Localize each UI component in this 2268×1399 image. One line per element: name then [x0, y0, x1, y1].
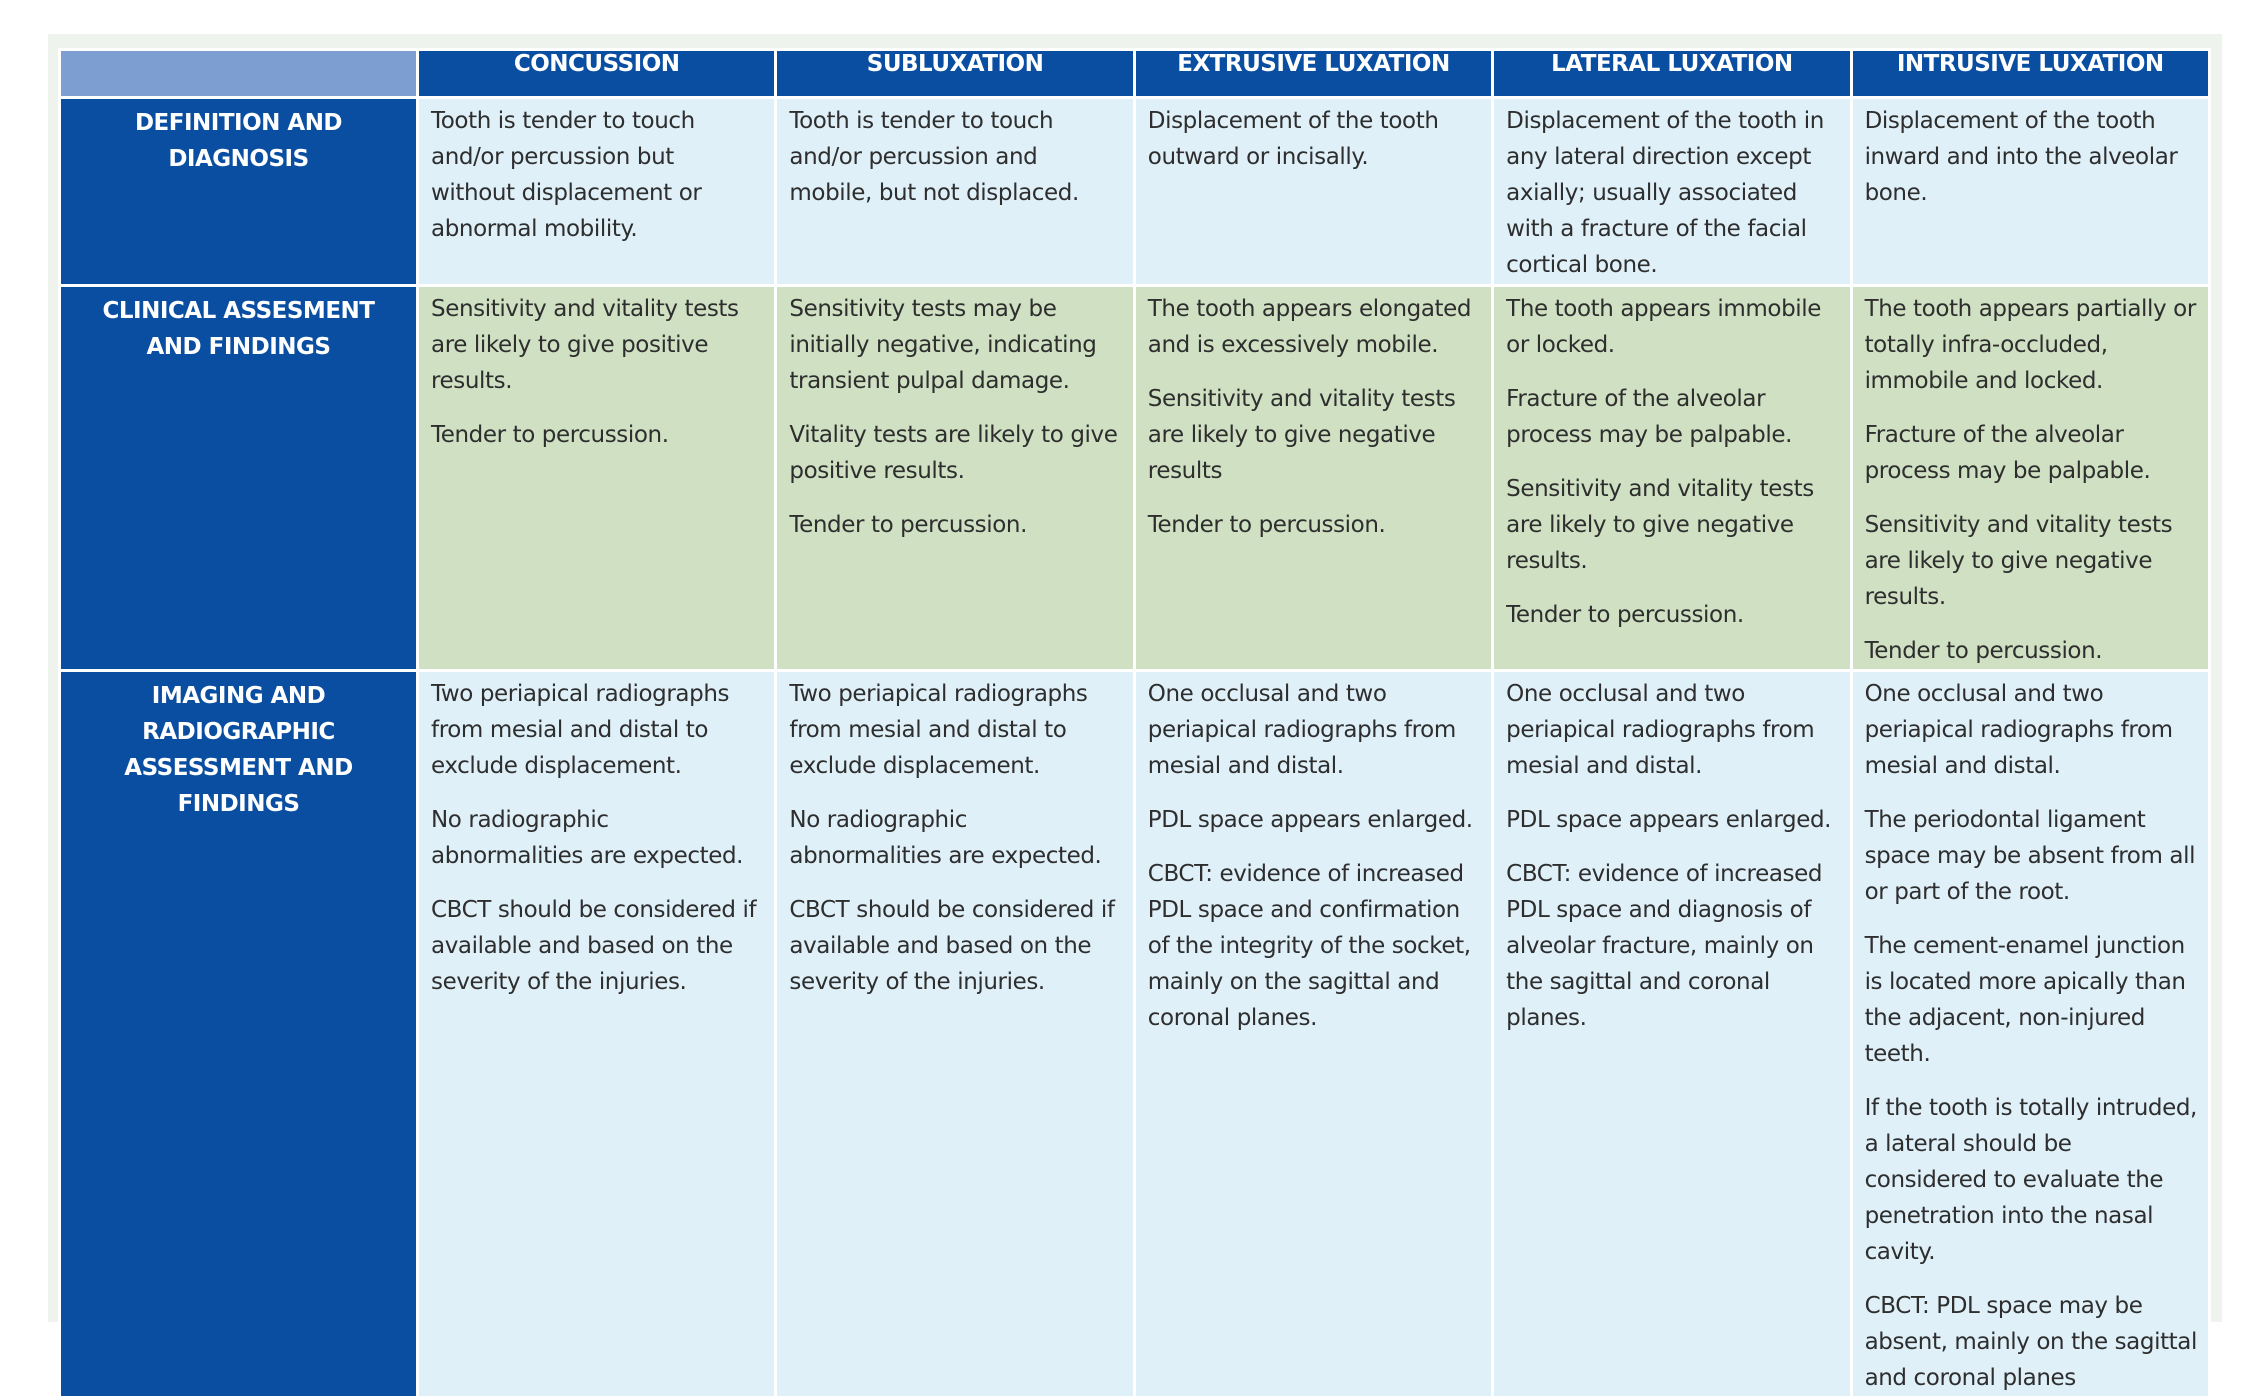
cell-text: Fracture of the alveolar process may be palpable.: [1864, 422, 2151, 484]
cell-text: Vitality tests are likely to give positive results.: [789, 422, 1118, 484]
column-header-intrusive-luxation: INTRUSIVE LUXATION: [1851, 50, 2209, 98]
cell-text: One occlusal and two periapical radiographs from mesial and distal.: [1864, 681, 2173, 779]
cell-text: Tooth is tender to touch and/or percussion and mobile, but not displaced.: [789, 108, 1079, 206]
cell-definition-lateral: [1493, 98, 1851, 286]
cell-definition-intrusive: [1851, 98, 2209, 286]
cell-text: Two periapical radiographs from mesial and distal to exclude displacement.: [431, 681, 730, 779]
cell-text: CBCT should be considered if available and based on the severity of the injuries.: [789, 897, 1115, 995]
cell-text: Displacement of the tooth inward and into the alveolar bone.: [1864, 108, 2178, 206]
column-header-concussion: CONCUSSION: [418, 50, 776, 98]
cell-definition-subluxation: [776, 98, 1134, 286]
cell-text: Sensitivity and vitality tests are likely to give positive results.: [431, 296, 739, 394]
cell-clinical-extrusive: [1134, 286, 1492, 671]
table-row-imaging: [60, 671, 2210, 1398]
cell-text: Two periapical radiographs from mesial and distal to exclude displacement.: [789, 681, 1088, 779]
cell-text: CBCT: PDL space may be absent, mainly on the sagittal and coronal planes: [1864, 1293, 2197, 1391]
cell-text: Tender to percussion.: [1147, 512, 1386, 538]
cell-text: Sensitivity tests may be initially negative, indicating transient pulpal damage.: [789, 296, 1097, 394]
cell-text: Displacement of the tooth outward or incisally.: [1147, 108, 1439, 170]
cell-imaging-lateral: [1493, 671, 1851, 1398]
corner-cell: [60, 50, 418, 98]
cell-text: The periodontal ligament space may be absent from all or part of the root.: [1864, 807, 2196, 905]
cell-clinical-lateral: [1493, 286, 1851, 671]
cell-clinical-concussion: [418, 286, 776, 671]
cell-text: One occlusal and two periapical radiographs from mesial and distal.: [1506, 681, 1815, 779]
cell-imaging-extrusive: [1134, 671, 1492, 1398]
row-header-imaging: IMAGING AND RADIOGRAPHIC ASSESSMENT AND FINDINGS: [60, 671, 418, 1398]
cell-text: Tender to percussion.: [789, 512, 1028, 538]
cell-text: Sensitivity and vitality tests are likely to give negative results.: [1506, 476, 1814, 574]
cell-definition-concussion: [418, 98, 776, 286]
cell-text: Tender to percussion.: [1864, 638, 2103, 664]
column-header-lateral-luxation: LATERAL LUXATION: [1493, 50, 1851, 98]
cell-text: The tooth appears partially or totally infra-occluded, immobile and locked.: [1864, 296, 2196, 394]
cell-text: One occlusal and two periapical radiographs from mesial and distal.: [1147, 681, 1456, 779]
cell-clinical-subluxation: [776, 286, 1134, 671]
cell-text: PDL space appears enlarged.: [1147, 807, 1473, 833]
cell-text: PDL space appears enlarged.: [1506, 807, 1832, 833]
cell-text: Displacement of the tooth in any lateral direction except axially; usually associated with a fracture of the facial cortical bone.: [1506, 108, 1824, 278]
cell-imaging-subluxation: [776, 671, 1134, 1398]
cell-text: Sensitivity and vitality tests are likely to give negative results.: [1864, 512, 2173, 610]
dental-trauma-table: [58, 48, 2211, 1399]
cell-text: CBCT: evidence of increased PDL space and diagnosis of alveolar fracture, mainly on the sagittal and coronal planes.: [1506, 861, 1823, 1031]
cell-definition-extrusive: [1134, 98, 1492, 286]
column-header-extrusive-luxation: EXTRUSIVE LUXATION: [1134, 50, 1492, 98]
cell-text: Tender to percussion.: [431, 422, 669, 448]
table-row-definition: [60, 98, 2210, 286]
cell-text: No radiographic abnormalities are expected.: [789, 807, 1102, 869]
cell-imaging-intrusive: [1851, 671, 2209, 1398]
column-header-subluxation: SUBLUXATION: [776, 50, 1134, 98]
cell-imaging-concussion: [418, 671, 776, 1398]
cell-text: The tooth appears immobile or locked.: [1506, 296, 1822, 358]
cell-text: The cement-enamel junction is located more apically than the adjacent, non-injured teeth.: [1864, 933, 2186, 1067]
cell-text: If the tooth is totally intruded, a lateral should be considered to evaluate the penetration into the nasal cavity.: [1864, 1095, 2197, 1265]
table-row-clinical: [60, 286, 2210, 671]
cell-text: Sensitivity and vitality tests are likely to give negative results: [1147, 386, 1456, 484]
cell-text: No radiographic abnormalities are expected.: [431, 807, 744, 869]
cell-text: The tooth appears elongated and is excessively mobile.: [1147, 296, 1472, 358]
cell-text: Tooth is tender to touch and/or percussion but without displacement or abnormal mobility.: [431, 108, 702, 242]
cell-text: CBCT: evidence of increased PDL space and confirmation of the integrity of the socket, mainly on the sagittal and coronal planes.: [1147, 861, 1471, 1031]
cell-clinical-intrusive: [1851, 286, 2209, 671]
row-header-definition: DEFINITION AND DIAGNOSIS: [60, 98, 418, 286]
header-row: [60, 50, 2210, 98]
cell-text: CBCT should be considered if available and based on the severity of the injuries.: [431, 897, 757, 995]
row-header-clinical: CLINICAL ASSESMENT AND FINDINGS: [60, 286, 418, 671]
cell-text: Fracture of the alveolar process may be palpable.: [1506, 386, 1792, 448]
cell-text: Tender to percussion.: [1506, 602, 1744, 628]
